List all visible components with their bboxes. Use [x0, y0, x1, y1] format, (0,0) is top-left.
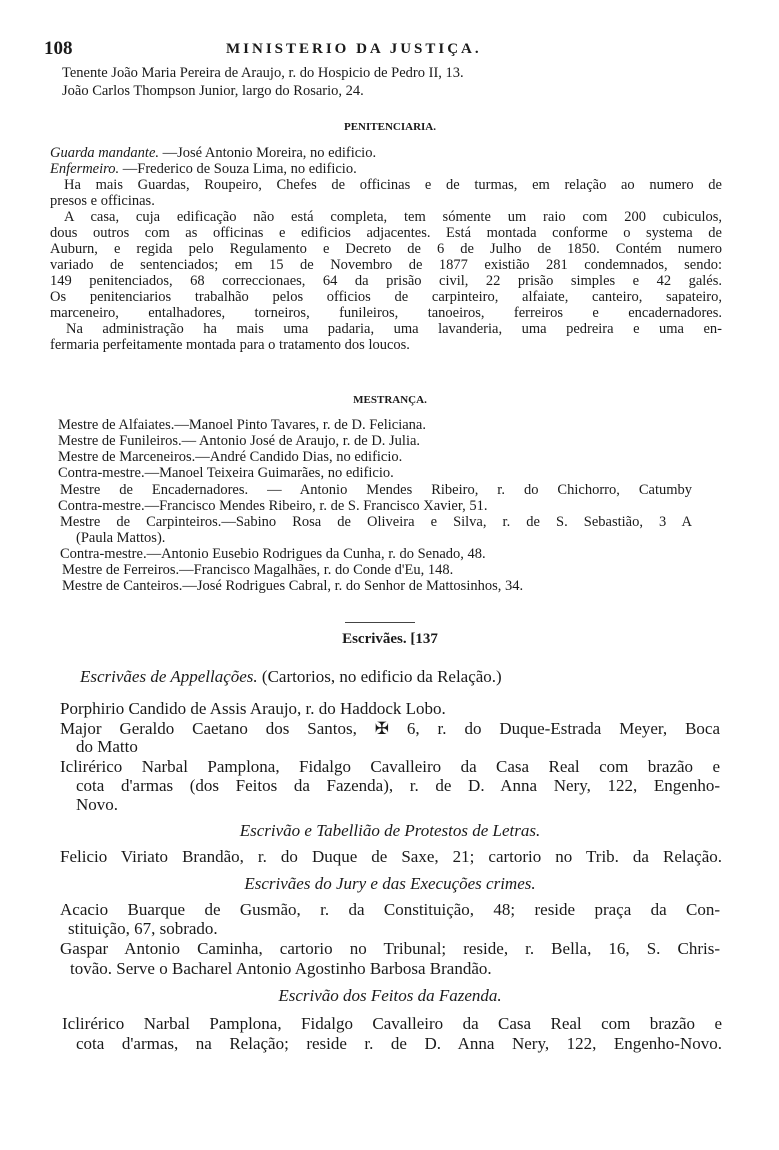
- entry-text: Acacio Buarque de Gusmão, r. da Constituição, 48; reside praça da Con-: [60, 900, 720, 919]
- entry-label: Guarda mandante.: [50, 145, 160, 161]
- paragraph-line: [50, 338, 450, 353]
- entry-text: Iclirérico Narbal Pamplona, Fidalgo Cavalleiro da Casa Real com brazão e: [62, 1014, 722, 1033]
- paragraph-line: [66, 322, 722, 337]
- entry-text: variado de sentenciados; em 15 de Novembro de 1877 existião 281 condemnados, sendo:: [50, 257, 722, 273]
- entry-text: Contra-mestre.—Antonio Eusebio Rodrigues da Cunha, r. do Senado, 48.: [60, 546, 486, 562]
- entry-label: Escrivão dos Feitos da Fazenda.: [278, 986, 502, 1005]
- entry-text: —Frederico de Souza Lima, no edificio.: [119, 161, 357, 177]
- entry-text: Major Geraldo Caetano dos Santos, ✠ 6, r. do Duque-Estrada Meyer, Boca: [60, 719, 720, 738]
- entry-text: Na administração ha mais uma padaria, uma lavanderia, uma pedreira e uma en-: [66, 321, 722, 337]
- clerk-entry: [76, 796, 176, 813]
- section-heading: MESTRANÇA.: [353, 394, 427, 406]
- paragraph-line: [64, 178, 722, 193]
- paragraph-line: [50, 146, 450, 161]
- entry-text: Mestre de Marceneiros.—André Candido Dias, no edificio.: [58, 449, 403, 465]
- page-number: 108: [44, 38, 73, 59]
- paragraph-line: [50, 242, 722, 257]
- entry-label: Escrivães do Jury e das Execuções crimes.: [244, 874, 536, 893]
- entry-text: Contra-mestre.—Francisco Mendes Ribeiro, r. de S. Francisco Xavier, 51.: [58, 498, 488, 514]
- clerk-entry: [60, 700, 580, 717]
- entry-text: fermaria perfeitamente montada para o tratamento dos loucos.: [50, 337, 410, 353]
- entry-text: Mestre de Funileiros.— Antonio José de Araujo, r. de D. Julia.: [58, 433, 421, 449]
- entry-label: Enfermeiro.: [50, 161, 120, 177]
- paragraph-line: [50, 194, 170, 209]
- entry-text: Contra-mestre.—Manoel Teixeira Guimarães, no edificio.: [58, 465, 394, 481]
- entry-label: Escrivão e Tabellião de Protestos de Letras.: [239, 821, 541, 840]
- entry-text: dous outros com as officinas e edificios adjacentes. Está montada conforme o systema de: [50, 225, 722, 241]
- clerk-entry: [60, 720, 720, 737]
- entry-text: stituição, 67, sobrado.: [68, 919, 218, 938]
- paragraph-line: [50, 274, 722, 289]
- clerk-entry: [76, 738, 276, 755]
- entry-text: Os penitenciarios trabalhão pelos officios de carpinteiro, alfaiate, canteiro, sapateiro,: [50, 289, 722, 305]
- clerk-entry: [60, 901, 720, 918]
- entry-text: Mestre de Ferreiros.—Francisco Magalhães, r. do Conde d'Eu, 148.: [62, 562, 454, 578]
- entry-text: cota d'armas, na Relação; reside r. de D. Anna Nery, 122, Engenho-Novo.: [76, 1034, 722, 1053]
- staff-entry: [76, 531, 276, 546]
- subsection-heading: [40, 987, 740, 1004]
- entry-text: Novo.: [76, 795, 119, 814]
- running-title: MINISTERIO DA JUSTIÇA.: [226, 41, 482, 57]
- staff-entry: [60, 547, 590, 562]
- staff-entry: [58, 466, 478, 481]
- entry-label: Escrivães de Appellações.: [80, 667, 258, 686]
- entry-text: Gaspar Antonio Caminha, cartorio no Tribunal; reside, r. Bella, 16, S. Chris-: [60, 939, 720, 958]
- clerk-entry: [60, 848, 722, 865]
- staff-entry: [58, 499, 618, 514]
- entry-text: 149 penitenciados, 68 correccionaes, 64 da prisão civil, 22 prisão simples e 42 galés.: [50, 273, 722, 289]
- subsection-heading: [80, 668, 660, 685]
- staff-entry: [62, 563, 542, 578]
- entry-text: tovão. Serve o Bacharel Antonio Agostinho Barbosa Brandão.: [70, 959, 492, 978]
- clerk-entry: [68, 920, 368, 937]
- section-heading: PENITENCIARIA.: [344, 121, 436, 133]
- entry-text: Felicio Viriato Brandão, r. do Duque de Saxe, 21; cartorio no Trib. da Relação.: [60, 847, 722, 866]
- entry-text: presos e officinas.: [50, 193, 155, 209]
- paragraph-line: [50, 306, 722, 321]
- paragraph-line: [50, 258, 722, 273]
- staff-entry: [58, 418, 538, 433]
- clerk-entry: [70, 960, 630, 977]
- clerk-entry: [60, 940, 720, 957]
- entry-text: Auburn, e regida pelo Regulamento e Decreto de 6 de Julho de 1850. Contém numero: [50, 241, 722, 257]
- staff-entry: [60, 515, 692, 530]
- clerk-entry: [60, 758, 720, 775]
- section-divider: [345, 622, 415, 623]
- entry-text: cota d'armas (dos Feitos da Fazenda), r. de D. Anna Nery, 122, Engenho-: [76, 776, 720, 795]
- directory-entry: Tenente João Maria Pereira de Araujo, r. do Hospicio de Pedro II, 13.: [62, 65, 464, 81]
- staff-entry: [58, 434, 538, 449]
- entry-text: Mestre de Canteiros.—José Rodrigues Cabral, r. do Senhor de Mattosinhos, 34.: [62, 578, 524, 594]
- staff-entry: [60, 483, 692, 498]
- section-heading: Escrivães. [137: [342, 631, 438, 647]
- entry-text: Ha mais Guardas, Roupeiro, Chefes de officinas e de turmas, em relação ao numero de: [64, 177, 722, 193]
- entry-text: Iclirérico Narbal Pamplona, Fidalgo Cavalleiro da Casa Real com brazão e: [60, 757, 720, 776]
- paragraph-line: [50, 162, 430, 177]
- entry-text: A casa, cuja edificação não está completa, tem sómente um raio com 200 cubiculos,: [64, 209, 722, 225]
- staff-entry: [58, 450, 498, 465]
- clerk-entry: [76, 1035, 722, 1052]
- entry-text: (Cartorios, no edificio da Relação.): [257, 667, 502, 686]
- entry-text: (Paula Mattos).: [76, 530, 166, 546]
- subsection-heading: [40, 822, 740, 839]
- subsection-heading: [40, 875, 740, 892]
- entry-text: Porphirio Candido de Assis Araujo, r. do Haddock Lobo.: [60, 699, 446, 718]
- entry-text: Mestre de Alfaiates.—Manoel Pinto Tavares, r. de D. Feliciana.: [58, 417, 426, 433]
- entry-text: marceneiro, entalhadores, torneiros, funileiros, tanoeiros, ferreiros e encadernadores.: [50, 305, 722, 321]
- paragraph-line: [64, 210, 722, 225]
- entry-text: do Matto: [76, 737, 138, 756]
- staff-entry: [62, 579, 622, 594]
- entry-text: Mestre de Encadernadores. — Antonio Mendes Ribeiro, r. do Chichorro, Catumby: [60, 482, 692, 498]
- paragraph-line: [50, 226, 722, 241]
- directory-entry: João Carlos Thompson Junior, largo do Rosario, 24.: [62, 83, 364, 99]
- clerk-entry: [76, 777, 720, 794]
- entry-text: —José Antonio Moreira, no edificio.: [159, 145, 377, 161]
- clerk-entry: [62, 1015, 722, 1032]
- entry-text: Mestre de Carpinteiros.—Sabino Rosa de Oliveira e Silva, r. de S. Sebastião, 3 A: [60, 514, 692, 530]
- paragraph-line: [50, 290, 722, 305]
